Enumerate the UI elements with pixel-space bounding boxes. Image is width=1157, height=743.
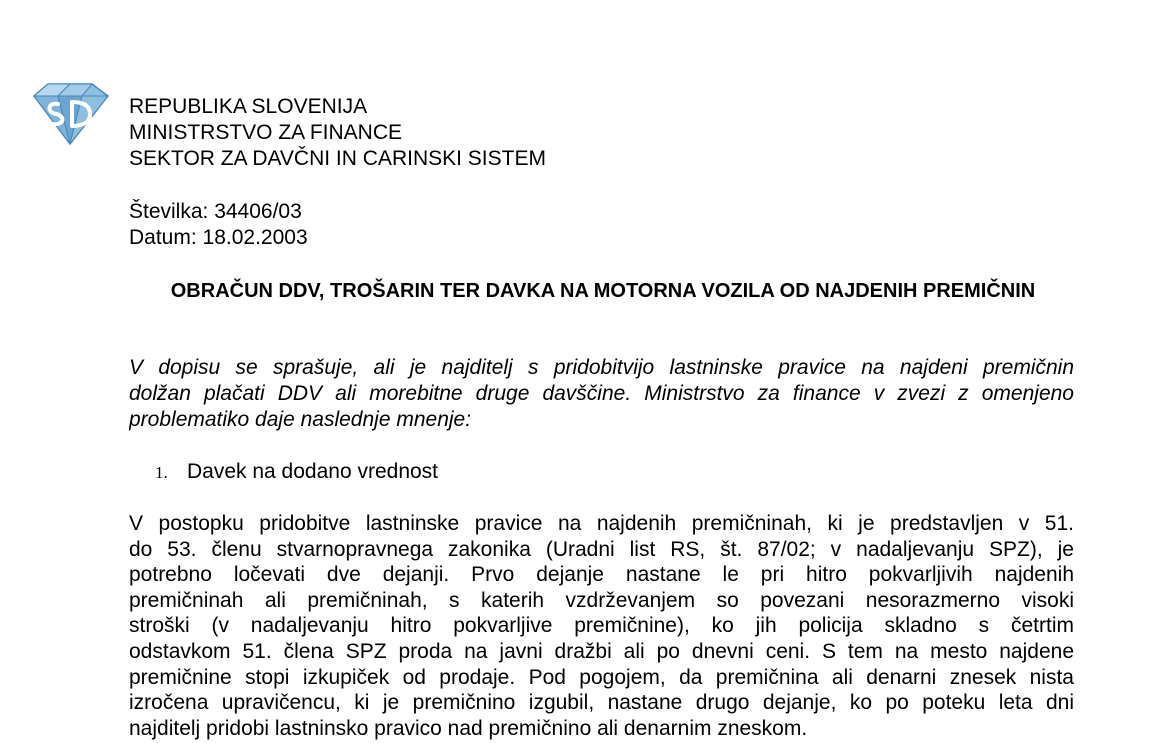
paragraph-line: V postopku pridobitve lastninske pravice na najdenih premičninah, ki je predstavljen v 51. bbox=[129, 512, 1074, 535]
intro-line: problematiko daje naslednje mnenje: bbox=[129, 408, 472, 431]
paragraph-line: potrebno ločevati dve dejanji. Prvo dejanje nastane le pri hitro pokvarljivih najdenih bbox=[129, 563, 1074, 587]
letterhead-line-republic: REPUBLIKA SLOVENIJA bbox=[129, 95, 368, 118]
paragraph-line: premičnine stopi izkupiček od prodaje. Pod pogojem, da premičnina ali denarni znesek nista bbox=[129, 665, 1074, 689]
intro-line: dolžan plačati DDV ali morebitne druge davščine. Ministrstvo za finance v zvezi z omenjeno bbox=[129, 382, 1074, 405]
letterhead-line-sector: SEKTOR ZA DAVČNI IN CARINSKI SISTEM bbox=[129, 147, 546, 170]
ministry-logo-icon bbox=[28, 78, 112, 150]
paragraph-line: stroški (v nadaljevanju hitro pokvarljive premičnine), ko jih policija skladno s četrtim bbox=[129, 614, 1074, 638]
paragraph-line: odstavkom 51. člena SPZ proda na javni dražbi ali po dnevni ceni. S tem na mesto najdene bbox=[129, 639, 1074, 663]
body-paragraph bbox=[129, 511, 1074, 741]
document-title: OBRAČUN DDV, TROŠARIN TER DAVKA NA MOTORNA VOZILA OD NAJDENIH PREMIČNIN bbox=[170, 280, 1036, 302]
document-date: Datum: 18.02.2003 bbox=[129, 226, 308, 249]
intro-paragraph bbox=[129, 355, 1074, 433]
paragraph-line: izročena upravičencu, ki je premičnino izgubil, nastane drugo dejanje, ko po poteku leta dni bbox=[129, 691, 1074, 715]
section-title: Davek na dodano vrednost bbox=[187, 460, 439, 483]
letterhead bbox=[129, 94, 546, 172]
document-reference bbox=[129, 199, 308, 251]
section-number: 1. bbox=[155, 463, 168, 482]
document-number: Številka: 34406/03 bbox=[129, 200, 302, 223]
intro-line: V dopisu se sprašuje, ali je najditelj s pridobitvijo lastninske pravice na najdeni premičnin bbox=[129, 356, 1074, 379]
letterhead-line-ministry: MINISTRSTVO ZA FINANCE bbox=[129, 121, 403, 144]
paragraph-line: najditelj pridobi lastninsko pravico nad premičnino ali denarnim zneskom. bbox=[129, 716, 808, 740]
paragraph-line: premičninah ali premičninah, s katerih vzdrževanjem so povezani nesorazmerno visoki bbox=[129, 588, 1074, 612]
paragraph-line: do 53. členu stvarnopravnega zakonika (Uradni list RS, št. 87/02; v nadaljevanju SPZ), je bbox=[129, 537, 1074, 561]
section-heading bbox=[155, 459, 438, 486]
